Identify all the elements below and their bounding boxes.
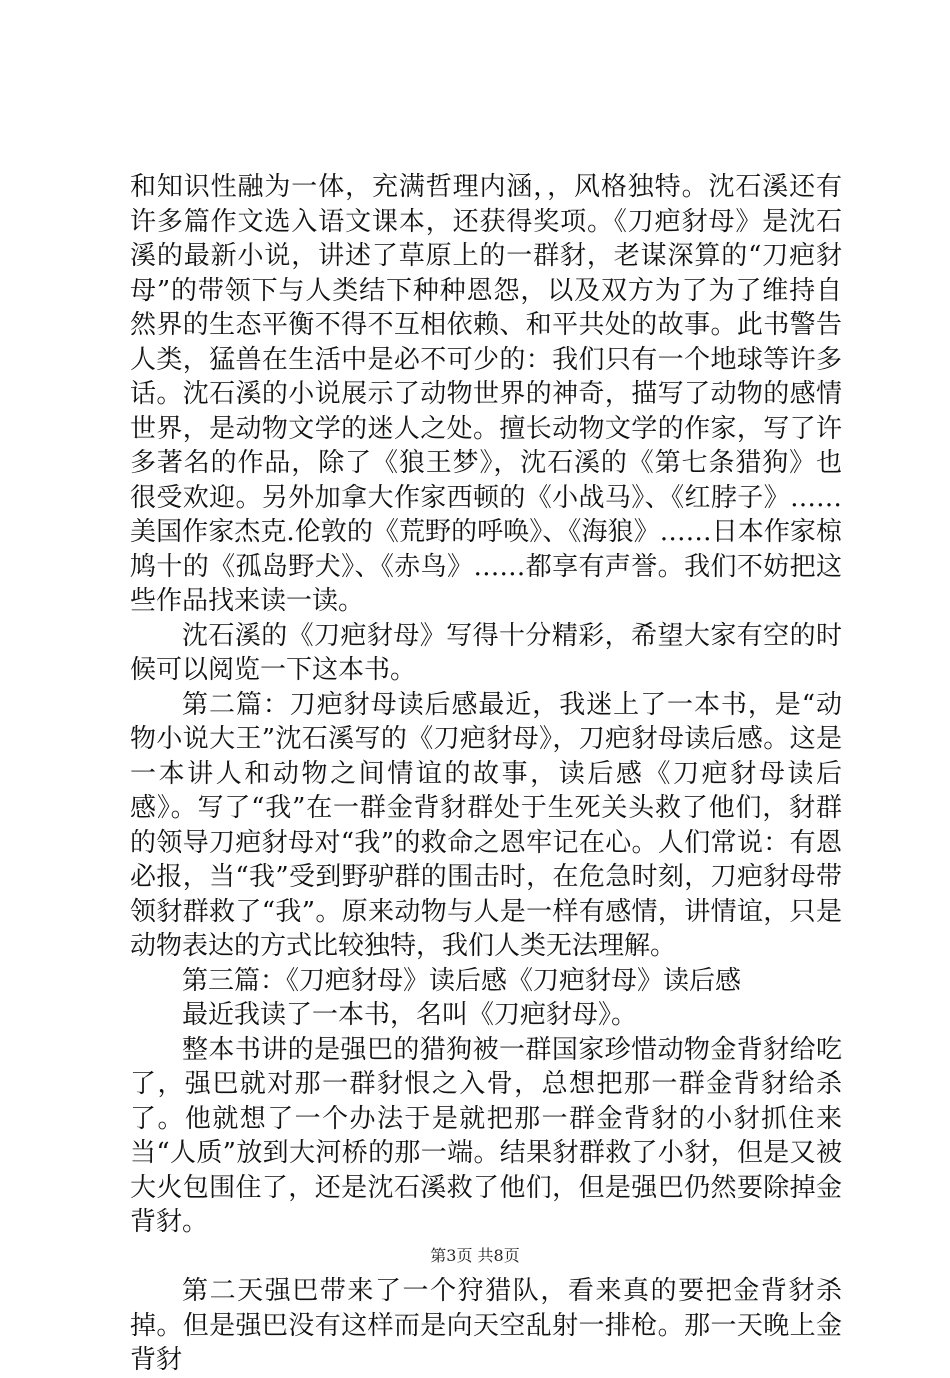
page-footer: 第3页 共8页 — [430, 1246, 520, 1265]
body-paragraph: 第二篇：刀疤豺母读后感最近，我迷上了一本书，是“动物小说大王”沈石溪写的《刀疤豺母》，刀疤豺母读后感。这是一本讲人和动物之间情谊的故事，读后感《刀疤豺母读后感》。写了“我”在一群金背豺群处于生死关头救了他们，豺群的领导刀疤豺母对“我”的救命之恩牢记在心。人们常说：有恩必报，当“我”受到野驴群的围击时，在危急时刻，刀疤豺母带领豺群救了“我”。原来动物与人是一样有感情，讲情谊，只是动物表达的方式比较独特，我们人类无法理解。 — [130, 689, 842, 961]
body-paragraph: 和知识性融为一体，充满哲理内涵，，风格独特。沈石溪还有许多篇作文选入语文课本，还获得奖项。《刀疤豺母》是沈石溪的最新小说，讲述了草原上的一群豺，老谋深算的“刀疤豺母”的带领下与人类结下种种恩怨，以及双方为了为了维持自然界的生态平衡不得不互相依赖、和平共处的故事。此书警告人类，猛兽在生活中是必不可少的：我们只有一个地球等许多话。沈石溪的小说展示了动物世界的神奇，描写了动物的感情世界，是动物文学的迷人之处。擅长动物文学的作家，写了许多著名的作品，除了《狼王梦》，沈石溪的《第七条猎狗》也很受欢迎。另外加拿大作家西顿的《小战马》、《红脖子》……美国作家杰克.伦敦的《荒野的呼唤》、《海狼》……日本作家椋鸠十的《孤岛野犬》、《赤鸟》……都享有声誉。我们不妨把这些作品找来读一读。 — [130, 172, 842, 616]
body-paragraph: 整本书讲的是强巴的猎狗被一群国家珍惜动物金背豺给吃了，强巴就对那一群豺恨之入骨，总想把那一群金背豺给杀了。他就想了一个办法于是就把那一群金背豺的小豺抓住来当“人质”放到大河桥的那一端。结果豺群救了小豺，但是又被大火包围住了，还是沈石溪救了他们，但是强巴仍然要除掉金背豺。 — [130, 1034, 842, 1237]
document-body — [130, 170, 842, 1378]
body-paragraph: 沈石溪的《刀疤豺母》写得十分精彩，希望大家有空的时候可以阅览一下这本书。 — [130, 620, 842, 685]
section-heading: 第三篇：《刀疤豺母》读后感《刀疤豺母》读后感 — [182, 965, 742, 996]
body-paragraph: 最近我读了一本书，名叫《刀疤豺母》。 — [182, 1000, 638, 1030]
body-paragraph: 第二天强巴带来了一个狩猎队，看来真的要把金背豺杀掉。但是强巴没有这样而是向天空乱射一排枪。那一天晚上金背豺 — [130, 1276, 842, 1375]
